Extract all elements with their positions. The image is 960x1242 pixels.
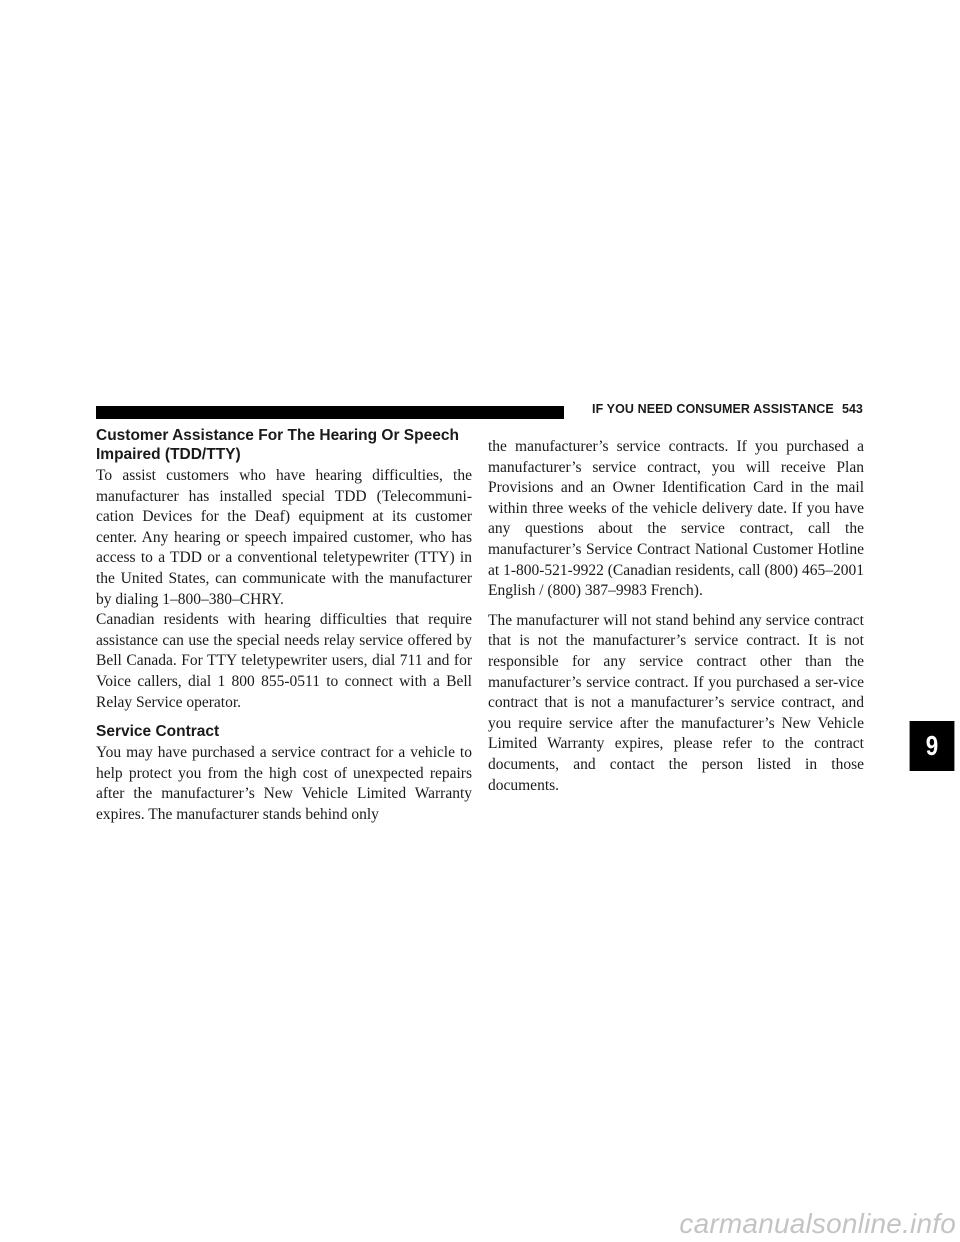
tdd-heading-line1: Customer Assistance For The Hearing Or Speech <box>96 427 459 444</box>
watermark: carmanualsonline.info <box>679 1208 956 1239</box>
right-column <box>488 437 864 805</box>
page-number: 543 <box>842 402 863 416</box>
service-contract-paragraph-1: You may have purchased a service contract for a vehicle to help protect you from the high cost of unexpected repairs after the manufacturer’s New Vehicle Limited Warranty expires. The manufacturer stands behind only <box>96 744 472 823</box>
left-column <box>96 426 472 835</box>
tdd-heading <box>96 426 472 464</box>
tdd-heading-line2: Impaired (TDD/TTY) <box>96 446 241 463</box>
header-rule <box>96 406 564 419</box>
service-contract-paragraph-2: The manufacturer will not stand behind any service contract that is not the manufacturer’s service contract. It is not responsible for any service contract other than the manufacturer’s service contract. If you purchased a ser-vice contract that is not a manufacturer’s service contract, and you require service after the manufacturer’s New Vehicle Limited Warranty expires, please refer to the contract documents, and contact the person listed in those documents. <box>488 611 864 794</box>
tdd-paragraph-2: Canadian residents with hearing difficulties that require assistance can use the special needs relay service offered by Bell Canada. For TTY teletypewriter users, dial 711 and for Voice callers, dial 1 800 855-0511 to connect with a Bell Relay Service operator. <box>96 611 472 711</box>
service-contract-heading: Service Contract <box>96 723 220 741</box>
chapter-tab: 9 <box>910 721 955 771</box>
service-contract-paragraph-1-continued: the manufacturer’s service contracts. If you purchased a manufacturer’s service contract, you will receive Plan Provisions and an Owner Identification Card in the mail within three weeks of the vehicle delivery date. If you have any questions about the service contract, call the manufacturer’s Service Contract National Customer Hotline at 1-800-521-9922 (Canadian residents, call (800) 465–2001 English / (800) 387–9983 French). <box>488 438 864 600</box>
running-header: IF YOU NEED CONSUMER ASSISTANCE <box>592 402 834 416</box>
tdd-paragraph-1: To assist customers who have hearing difficulties, the manufacturer has installed special TDD (Telecommuni-cation Devices for the Deaf) equipment at its customer center. Any hearing or speech impaired customer, who has access to a TDD or a conventional teletypewriter (TTY) in the United States, can communicate with the manufacturer by dialing 1–800–380–CHRY. <box>96 467 472 608</box>
